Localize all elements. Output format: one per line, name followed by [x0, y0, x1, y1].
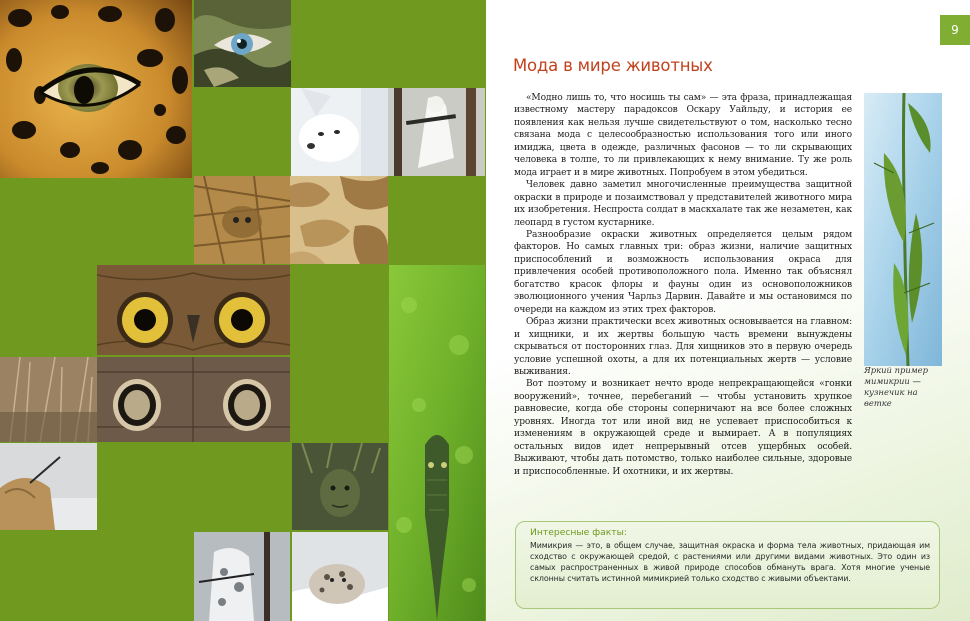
facts-title: Интересные факты: — [530, 527, 627, 538]
photo-caption: Яркий пример мимикрии — кузнечик на ветке — [864, 365, 928, 408]
page-number: 9 — [940, 15, 970, 45]
paragraph: Разнообразие окраски животных определяется целым рядом факторов. Но самых главных три: образ жизни, наличие защитных приспособлений и возможность использования окраса для привлечения особей противоположного пола. Именно так объяснял богатство красок флоры и фауны один из основоположников эволюционного учения Чарльз Дарвин. Давайте и мы остановимся по очереди на каждом из этих трех факторов. — [514, 229, 852, 315]
crocodile-in-algae-photo — [389, 265, 485, 621]
snow-leopard-photo — [292, 532, 388, 621]
leopard-eye-photo — [0, 0, 192, 178]
paragraph: Человек давно заметил многочисленные преимущества защитной окраски в природе и позаимствовал у представителей животного мира их изобретения. Неспроста солдат в маскхалате так же незаметен, как леопард в густом кустарнике. — [514, 180, 852, 228]
grasshopper-on-branch-photo — [864, 93, 942, 366]
article-body — [514, 92, 852, 478]
arctic-fox-photo — [291, 88, 388, 176]
facts-text: Мимикрия — это, в общем случае, защитная окраска и форма тела животных, придающая им сходство с окружающей средой, с растениями или другими видами животных. Это один из самых распространенных в живой природе способов обмануть врага. Хотя многие ученые склонны считать истинной мимикрией только сходство с живыми объектами. — [530, 541, 930, 583]
ghillie-soldier-photo — [292, 443, 388, 530]
desert-camo-fabric-photo — [290, 176, 388, 264]
paragraph: Вот поэтому и возникает нечто вроде непрекращающейся «гонки вооружений», точнее, перебеганий — чтобы установить хрупкое равновесие, когда обе стороны соперничают на все более сложных уровнях. Иногда тот или иной вид не успевает приспособиться к изменениям в окружающей среде и вымирает. А в популяциях остальных видов идет непрерывный отсев ущербных особей. Выживают, чтобы дать потомство, только наиболее сильные, здоровые и приспособленные. И охотники, и их жертвы. — [514, 379, 852, 477]
winter-camo-soldier-photo — [194, 532, 290, 621]
paragraph: «Модно лишь то, что носишь ты сам» — эта фраза, принадлежащая известному мастеру парадоксов Оскару Уайльду, и история ее появления как нельзя лучше свидетельствуют о том, насколько тесно связана мода с целесообразностью использования того или иного имиджа, цвета в одежде, различных фасонов — то ли скрывающих человека в толпе, то ли привлекающих к нему внимание. Ту же роль мода играет и в мире животных. Попробуем в этом убедиться. — [514, 93, 852, 178]
camo-painted-eye-photo — [194, 0, 291, 87]
camouflaged-owl-photo — [194, 176, 290, 264]
interesting-facts-box — [515, 521, 940, 609]
chapter-title: Мода в мире животных — [513, 56, 713, 75]
owl-eyes-photo — [97, 265, 290, 355]
grass-camo-hunter-photo — [0, 443, 97, 530]
paragraph: Образ жизни практически всех животных основывается на главном: и хищники, и их жертвы большую часть времени вынуждены скрываться от посторонних глаз. Для хищников это в первую очередь условие успешной охоты, а для их потенциальных жертв — условие выживания. — [514, 317, 852, 377]
butterfly-eyespots-photo — [97, 357, 290, 442]
snow-sniper-photo — [388, 88, 485, 176]
dry-grass-photo — [0, 357, 97, 442]
